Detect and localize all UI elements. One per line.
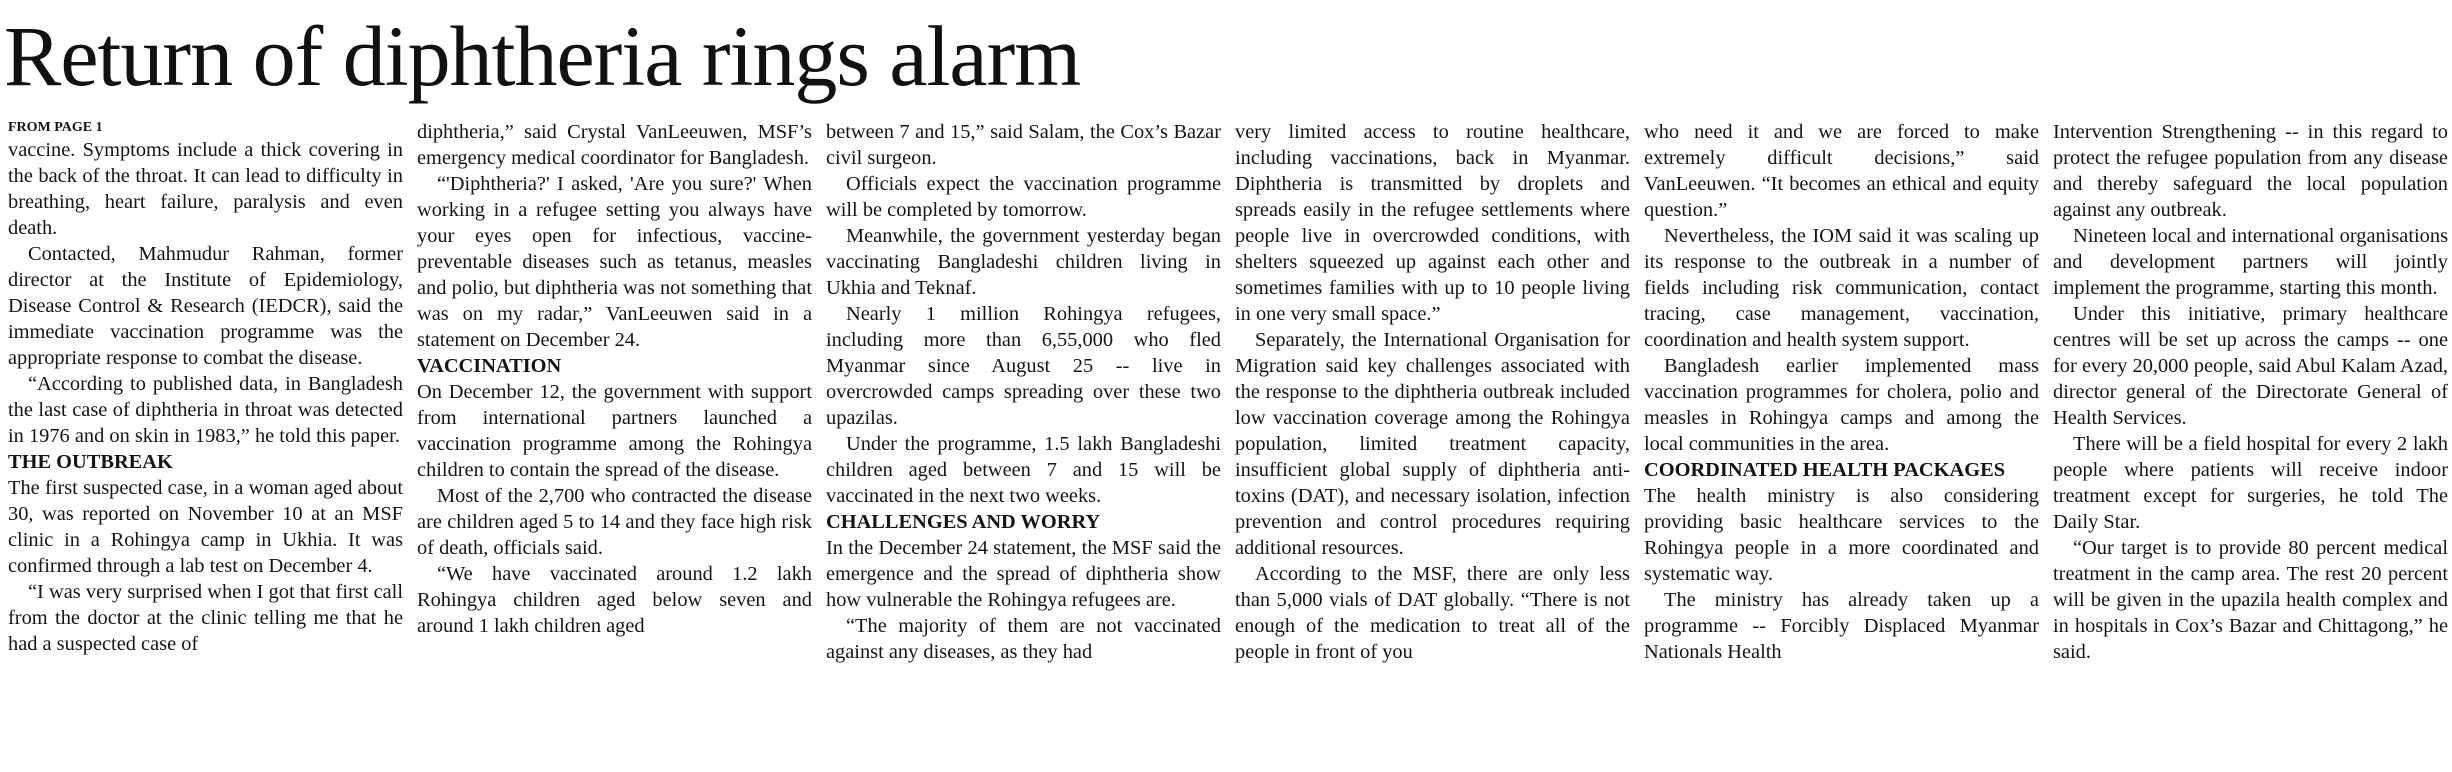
column-4 bbox=[1235, 119, 1630, 772]
paragraph: According to the MSF, there are only less than 5,000 vials of DAT globally. “There is not enough of the medication to treat all of the people in front of you bbox=[1235, 563, 1630, 663]
paragraph: “We have vaccinated around 1.2 lakh Rohingya children aged below seven and around 1 lakh children aged bbox=[417, 563, 812, 637]
paragraph: On December 12, the government with support from international partners launched a vaccination programme among the Rohingya children to contain the spread of the disease. bbox=[417, 381, 812, 481]
paragraph: between 7 and 15,” said Salam, the Cox’s Bazar civil surgeon. bbox=[826, 121, 1221, 169]
paragraph: “I was very surprised when I got that first call from the doctor at the clinic telling me that he had a suspected case of bbox=[8, 581, 403, 655]
paragraph: Nearly 1 million Rohingya refugees, including more than 6,55,000 who fled Myanmar since August 25 -- live in overcrowded camps spreading over these two upazilas. bbox=[826, 303, 1221, 429]
paragraph: “According to published data, in Bangladesh the last case of diphtheria in throat was detected in 1976 and on skin in 1983,” he told this paper. bbox=[8, 373, 403, 447]
paragraph: “Our target is to provide 80 percent medical treatment in the camp area. The rest 20 percent will be given in the upazila health complex and in hospitals in Cox’s Bazar and Chittagong,” he said. bbox=[2053, 537, 2448, 663]
column-2 bbox=[417, 119, 812, 772]
paragraph: very limited access to routine healthcare, including vaccinations, back in Myanmar. Diphtheria is transmitted by droplets and spreads easily in the refugee settlements where people live in overcrowded conditions, with shelters squeezed up against each other and sometimes families with up to 10 people living in one very small space.” bbox=[1235, 121, 1630, 325]
paragraph: Intervention Strengthening -- in this regard to protect the refugee population from any disease and thereby safeguard the local population against any outbreak. bbox=[2053, 121, 2448, 221]
section-heading: THE OUTBREAK bbox=[8, 451, 173, 473]
paragraph: Most of the 2,700 who contracted the disease are children aged 5 to 14 and they face high risk of death, officials said. bbox=[417, 485, 812, 559]
column-3 bbox=[826, 119, 1221, 772]
headline: Return of diphtheria rings alarm bbox=[4, 8, 1081, 104]
column-5 bbox=[1644, 119, 2039, 772]
paragraph: who need it and we are forced to make extremely difficult decisions,” said VanLeeuwen. “It becomes an ethical and equity question.” bbox=[1644, 121, 2039, 221]
paragraph: Bangladesh earlier implemented mass vaccination programmes for cholera, polio and measles in Rohingya camps and among the local communities in the area. bbox=[1644, 355, 2039, 455]
paragraph: vaccine. Symptoms include a thick covering in the back of the throat. It can lead to difficulty in breathing, heart failure, paralysis and even death. bbox=[8, 139, 403, 239]
section-heading: COORDINATED HEALTH PACKAGES bbox=[1644, 459, 2006, 481]
article-body bbox=[8, 119, 2448, 772]
paragraph: Nineteen local and international organisations and development partners will jointly implement the programme, starting this month. bbox=[2053, 225, 2448, 299]
paragraph: “'Diphtheria?' I asked, 'Are you sure?' When working in a refugee setting you always have your eyes open for infectious, vaccine-preventable diseases such as tetanus, measles and polio, but diphtheria was not something that was on my radar,” VanLeeuwen said in a statement on December 24. bbox=[417, 173, 812, 351]
paragraph: “The majority of them are not vaccinated against any diseases, as they had bbox=[826, 615, 1221, 663]
page-jump-label: FROM PAGE 1 bbox=[8, 120, 103, 135]
paragraph: The health ministry is also considering providing basic healthcare services to the Rohingya people in a more coordinated and systematic way. bbox=[1644, 485, 2039, 585]
section-heading: CHALLENGES AND WORRY bbox=[826, 511, 1101, 533]
paragraph: There will be a field hospital for every 2 lakh people where patients will receive indoor treatment except for surgeries, he told The Daily Star. bbox=[2053, 433, 2448, 533]
paragraph: Separately, the International Organisation for Migration said key challenges associated with the response to the diphtheria outbreak included low vaccination coverage among the Rohingya population, limited treatment capacity, insufficient global supply of diphtheria anti-toxins (DAT), and necessary isolation, infection prevention and control procedures requiring additional resources. bbox=[1235, 329, 1630, 559]
paragraph: In the December 24 statement, the MSF said the emergence and the spread of diphtheria show how vulnerable the Rohingya refugees are. bbox=[826, 537, 1221, 611]
paragraph: Meanwhile, the government yesterday began vaccinating Bangladeshi children living in Ukhia and Teknaf. bbox=[826, 225, 1221, 299]
paragraph: The first suspected case, in a woman aged about 30, was reported on November 10 at an MSF clinic in a Rohingya camp in Ukhia. It was confirmed through a lab test on December 4. bbox=[8, 477, 403, 577]
paragraph: Under this initiative, primary healthcare centres will be set up across the camps -- one for every 20,000 people, said Abul Kalam Azad, director general of the Directorate General of Health Services. bbox=[2053, 303, 2448, 429]
column-1 bbox=[8, 119, 403, 772]
section-heading: VACCINATION bbox=[417, 355, 562, 377]
column-6 bbox=[2053, 119, 2448, 772]
paragraph: Under the programme, 1.5 lakh Bangladeshi children aged between 7 and 15 will be vaccinated in the next two weeks. bbox=[826, 433, 1221, 507]
paragraph: The ministry has already taken up a programme -- Forcibly Displaced Myanmar Nationals Health bbox=[1644, 589, 2039, 663]
paragraph: Contacted, Mahmudur Rahman, former director at the Institute of Epidemiology, Disease Control & Research (IEDCR), said the immediate vaccination programme was the appropriate response to combat the disease. bbox=[8, 243, 403, 369]
paragraph: diphtheria,” said Crystal VanLeeuwen, MSF’s emergency medical coordinator for Bangladesh. bbox=[417, 121, 812, 169]
paragraph: Nevertheless, the IOM said it was scaling up its response to the outbreak in a number of fields including risk communication, contact tracing, case management, vaccination, coordination and health system support. bbox=[1644, 225, 2039, 351]
paragraph: Officials expect the vaccination programme will be completed by tomorrow. bbox=[826, 173, 1221, 221]
